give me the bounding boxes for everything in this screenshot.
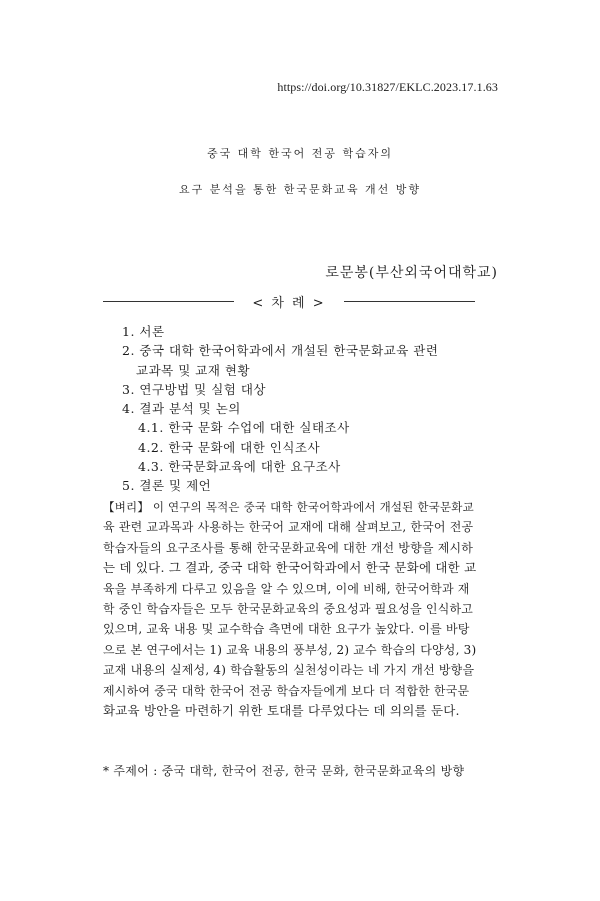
toc-heading [103,292,475,311]
toc-item: 4.3. 한국문화교육에 대한 요구조사 [138,459,341,475]
title-line-2: 요구 분석을 통한 한국문화교육 개선 방향 [178,183,422,196]
abstract-line: 으로 본 연구에서는 1) 교육 내용의 풍부성, 2) 교수 학습의 다양성, 3) [103,642,477,657]
author: 로문봉(부산외국어대학교) [325,265,498,281]
abstract-line: 교재 내용의 실제성, 4) 학습활동의 실천성이라는 네 가지 개선 방향을 [103,663,475,678]
doi-link[interactable]: https://doi.org/10.31827/EKLC.2023.17.1.63 [277,80,498,94]
title-line-1: 중국 대학 한국어 전공 학습자의 [206,147,394,160]
toc-item: 1. 서론 [122,324,165,339]
toc-item: 3. 연구방법 및 실험 대상 [122,381,266,397]
abstract-line: 【벼리】 이 연구의 목적은 중국 대학 한국어학과에서 개설된 한국문화교 [103,500,474,514]
table-of-contents [122,322,482,496]
abstract-line: 학습자들의 요구조사를 통해 한국문화교육에 대한 개선 방향을 제시하 [103,540,474,555]
abstract-line: 육을 부족하게 다루고 있음을 알 수 있으며, 이에 비해, 한국어학과 재 [103,581,470,596]
toc-rule-left [103,301,234,302]
abstract-line: 있으며, 교육 내용 및 교수학습 측면에 대한 요구가 높았다. 이를 바탕 [103,622,470,637]
toc-rule-right [344,301,475,302]
toc-item: 4.2. 한국 문화에 대한 인식조사 [138,439,321,455]
abstract-line: 는 데 있다. 그 결과, 중국 대학 한국어학과에서 한국 문화에 대한 교 [103,560,477,576]
toc-item: 4. 결과 분석 및 논의 [122,401,241,417]
keywords: * 주제어 : 중국 대학, 한국어 전공, 한국 문화, 한국문화교육의 방향 [103,764,465,778]
toc-item: 교과목 및 교재 현황 [136,362,251,378]
abstract-line: 제시하여 중국 대학 한국어 전공 학습자들에게 보다 더 적합한 한국문 [103,683,470,698]
toc-item: 5. 결론 및 제언 [122,478,212,494]
abstract-line: 학 중인 학습자들은 모두 한국문화교육의 중요성과 필요성을 인식하고 [103,602,474,617]
abstract [103,497,475,721]
abstract-line: 화교육 방안을 마련하기 위한 토대를 다루었다는 데 의의를 둔다. [103,703,460,719]
abstract-line: 육 관련 교과목과 사용하는 한국어 교재에 대해 살펴보고, 한국어 전공 [103,520,474,535]
toc-item: 2. 중국 대학 한국어학과에서 개설된 한국문화교육 관련 [122,343,439,359]
toc-heading-label: < 차 례 > [252,296,326,311]
toc-item: 4.1. 한국 문화 수업에 대한 실태조사 [138,420,350,436]
paper-title [0,136,600,208]
